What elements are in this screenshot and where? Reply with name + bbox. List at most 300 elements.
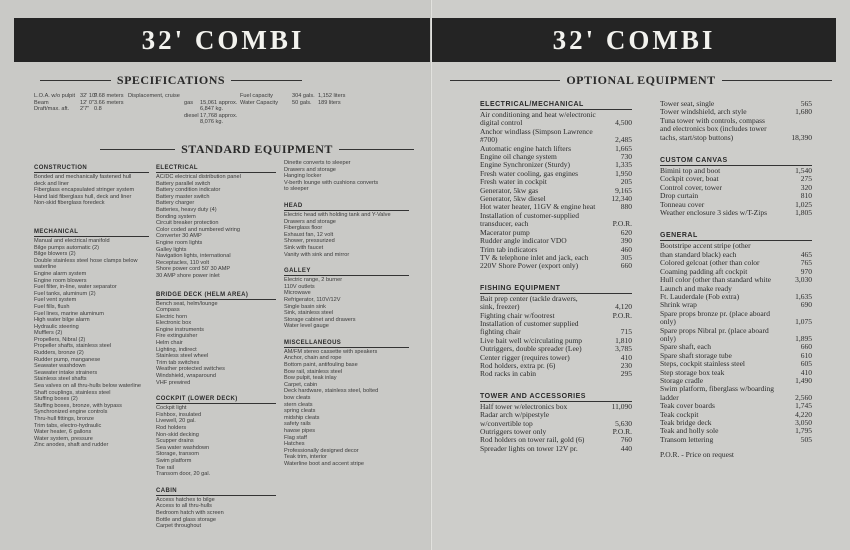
item-price: 410 xyxy=(800,367,812,377)
item-price: 715 xyxy=(620,327,632,337)
standard-item: Electric head with holding tank and Y-Valve xyxy=(284,211,391,218)
standard-item: Sea valves on all thru-hulls below waterline xyxy=(34,383,141,390)
standard-item: Engine room blowers xyxy=(34,277,87,284)
optional-block xyxy=(480,392,632,453)
spec-row xyxy=(34,106,414,113)
item-name: Tuna tower with controls, compass xyxy=(660,115,765,125)
item-name: Hull color (other than standard white xyxy=(660,275,772,285)
item-name: Anchor windlass (Simpson Lawrence xyxy=(480,126,593,136)
item-name: TV & telephone inlet and jack, each xyxy=(480,252,589,262)
item-name: Rudder angle indicator VDO xyxy=(480,236,567,246)
standard-column-2 xyxy=(156,165,276,537)
spec-cell xyxy=(34,119,80,126)
spec-row xyxy=(34,93,414,100)
item-name: w/convertible top xyxy=(480,418,533,428)
standard-item: Drawers and storage xyxy=(284,218,336,225)
standard-item: Stainless steel wheel xyxy=(156,353,209,360)
standard-item: Navigation lights, international xyxy=(156,253,231,260)
standard-item: 110V outlets xyxy=(284,283,315,290)
standard-item: Converter 30 AMP xyxy=(156,233,202,240)
standard-column-1 xyxy=(34,165,149,456)
item-name: Teak cover boards xyxy=(660,401,715,411)
item-name: Spare shaft, each xyxy=(660,342,712,352)
item-name: Outriggers, double spreader (Lee) xyxy=(480,344,582,354)
optional-column-2 xyxy=(660,100,812,459)
standard-item: Bottom paint, antifouling base xyxy=(284,362,358,369)
standard-item: Storage, transom xyxy=(156,451,199,458)
standard-item: safety rails xyxy=(284,421,311,428)
standard-item: stern cleats xyxy=(284,401,313,408)
item-name: Bait prep center (tackle drawers, xyxy=(480,293,578,303)
item-price: 810 xyxy=(800,191,812,201)
item-name: #700) xyxy=(480,135,498,145)
item-price: 1,745 xyxy=(795,401,812,411)
item-name: Installation of customer-supplied xyxy=(480,210,579,220)
standard-item: Shower, pressurized xyxy=(284,238,335,245)
standard-block xyxy=(34,165,149,207)
item-name: Coaming padding aft cockpit xyxy=(660,266,748,276)
standard-item: Trim tab switches xyxy=(156,359,200,366)
standard-item: Access to all thru-hulls xyxy=(156,503,212,510)
spec-cell xyxy=(128,119,184,126)
standard-block xyxy=(284,160,409,193)
optional-block xyxy=(660,156,812,217)
standard-heading: GALLEY xyxy=(284,268,409,276)
standard-item: Bilge pumps automatic (2) xyxy=(34,244,99,251)
item-name: 220V Shore Power (export only) xyxy=(480,261,579,271)
standard-item: Cockpit light xyxy=(156,405,187,412)
spec-cell: Fuel capacity xyxy=(240,93,273,99)
standard-block xyxy=(156,292,276,387)
spec-cell: 6,847 kg. xyxy=(200,106,224,113)
standard-item: Trim tabs, electro-hydraulic xyxy=(34,422,102,429)
item-price: 880 xyxy=(620,202,632,212)
item-name: Generator, 5kw diesel xyxy=(480,194,546,204)
spec-cell xyxy=(292,106,318,113)
item-price: P.O.R. xyxy=(612,427,632,436)
item-name: Rod holders, extra pr. (6) xyxy=(480,360,556,370)
price-row xyxy=(480,445,632,453)
standard-item: Flag staff xyxy=(284,434,307,441)
standard-item: Compass xyxy=(156,307,180,314)
standard-item: Fuel filter, in-line, water separator xyxy=(34,284,117,291)
standard-item: Engine alarm system xyxy=(34,270,87,277)
spec-cell: Draft/max. aft. xyxy=(34,106,70,113)
price-row xyxy=(660,310,812,318)
standard-item: High water bilge alarm xyxy=(34,317,90,324)
item-price: 730 xyxy=(620,152,632,162)
standard-item: bow cleats xyxy=(284,395,311,402)
standard-item: Refrigerator, 110V/12V xyxy=(284,296,341,303)
item-price: 660 xyxy=(620,261,632,271)
item-price: 465 xyxy=(800,249,812,259)
standard-item: Circuit breaker protection xyxy=(156,220,219,227)
item-name: Steps, cockpit stainless steel xyxy=(660,359,745,369)
item-price: 205 xyxy=(620,177,632,187)
spec-cell xyxy=(128,113,184,120)
page-title-right: 32' COMBI xyxy=(552,25,716,55)
spec-cell: 9.68 meters xyxy=(94,93,124,99)
title-banner-left xyxy=(14,18,432,62)
item-name: Spreader lights on tower 12V pr. xyxy=(480,443,578,453)
item-name: Rod holders on tower rail, gold (6) xyxy=(480,435,585,445)
price-row xyxy=(480,370,632,378)
standard-item: Bonding system xyxy=(156,213,196,220)
item-price: 4,500 xyxy=(615,118,632,128)
standard-item: AC/DC electrical distribution panel xyxy=(156,174,241,180)
spec-cell xyxy=(318,106,354,113)
standard-item: V-berth lounge with cushions converts xyxy=(284,179,379,186)
standard-item: to sleeper xyxy=(284,186,309,193)
standard-item: Bow rail, stainless steel xyxy=(284,368,343,375)
standard-item: Access hatches to bilge xyxy=(156,496,215,503)
item-price: 4,220 xyxy=(795,409,812,419)
item-name: only) xyxy=(660,333,676,343)
item-name: Storage cradle xyxy=(660,375,704,385)
optional-heading: CUSTOM CANVAS xyxy=(660,156,812,166)
standard-item: Anchor, chain and rope xyxy=(284,355,342,362)
standard-item: Fiberglass floor xyxy=(284,225,323,232)
standard-item: Bow pulpit, teak inlay xyxy=(284,375,337,382)
item-name: Colored gelcoat (other than color xyxy=(660,258,760,268)
item-name: Hot water heater, 11GV & engine heat xyxy=(480,202,596,212)
spec-cell: 32' 10" xyxy=(80,93,98,99)
item-name: Cockpit cover, boat xyxy=(660,174,719,184)
standard-item: Seawater intake strainers xyxy=(34,369,98,376)
standard-item: Waterline boot and accent stripe xyxy=(284,460,365,467)
item-name: Engine oil change system xyxy=(480,152,557,162)
standard-item: Fuel vent system xyxy=(34,297,77,304)
standard-heading: CONSTRUCTION xyxy=(34,165,149,173)
item-name: than standard black) each xyxy=(660,249,737,259)
item-name: Air conditioning and heat w/electronic xyxy=(480,110,596,119)
item-name: only) xyxy=(660,317,676,327)
standard-item: Water level gauge xyxy=(284,323,329,330)
spec-cell: 8,076 kg. xyxy=(200,119,224,126)
item-name: Engine Synchronizer (Sturdy) xyxy=(480,160,570,170)
spec-cell xyxy=(184,119,200,126)
standard-item: Rudder pump, manganese xyxy=(34,356,101,363)
item-price: 505 xyxy=(800,434,812,444)
optional-equipment-title: OPTIONAL EQUIPMENT xyxy=(560,73,721,87)
standard-item: Fuel tanks, aluminum (2) xyxy=(34,290,96,297)
item-name: Fighting chair w/footrest xyxy=(480,310,555,320)
price-row xyxy=(480,262,632,270)
item-price: 1,335 xyxy=(615,160,632,170)
item-price: 1,805 xyxy=(795,208,812,218)
spec-row xyxy=(34,119,414,126)
price-row xyxy=(660,385,812,393)
spec-cell: 15,061 approx. xyxy=(200,99,238,106)
spec-cell xyxy=(80,119,94,126)
spec-cell: L.O.A. w/o pulpit xyxy=(34,93,76,99)
spec-cell xyxy=(94,113,128,120)
standard-item: Fiberglass encapsulated stringer system xyxy=(34,187,135,194)
standard-item: Rudders, bronze (2) xyxy=(34,350,84,357)
standard-item: Color coded and numbered wiring xyxy=(156,226,240,233)
standard-item: Fuel fills, flush xyxy=(34,303,70,310)
price-note: P.O.R. - Price on request xyxy=(660,450,734,460)
standard-item: Professionally designed decor xyxy=(284,447,359,454)
item-price: 5,630 xyxy=(615,418,632,428)
item-name: Half tower w/electronics box xyxy=(480,401,568,411)
standard-item: Hand laid fiberglass hull, deck and liner xyxy=(34,193,132,200)
optional-equipment-heading xyxy=(450,73,832,87)
spec-cell: Water Capacity xyxy=(240,99,279,106)
standard-item: Electronic box xyxy=(156,320,192,327)
standard-item: Carpet, cabin xyxy=(284,381,318,388)
standard-item: Thru-hull fittings, bronze xyxy=(34,416,95,422)
standard-item: Sink, stainless steel xyxy=(284,310,334,317)
spec-cell xyxy=(292,113,318,120)
item-price: 760 xyxy=(620,435,632,445)
item-name: Shrink wrap xyxy=(660,300,697,310)
standard-block xyxy=(284,268,409,330)
standard-item: Zinc anodes, shaft and rudder xyxy=(34,442,109,449)
spec-cell xyxy=(128,100,184,107)
item-price: 295 xyxy=(620,369,632,379)
spec-cell xyxy=(128,106,184,113)
title-banner-right xyxy=(432,18,836,62)
item-price: 410 xyxy=(620,352,632,362)
standard-item: Teak trim, interior xyxy=(284,454,327,461)
standard-item: Weather protected switches xyxy=(156,366,225,373)
item-name: Spare props Nibral pr. (place aboard xyxy=(660,325,769,335)
item-price: 18,390 xyxy=(791,132,812,142)
spec-row xyxy=(34,100,414,107)
spec-cell xyxy=(240,106,292,113)
item-price: 1,795 xyxy=(795,426,812,436)
item-price: 610 xyxy=(800,350,812,360)
standard-heading: CABIN xyxy=(156,488,276,496)
optional-heading: ELECTRICAL/MECHANICAL xyxy=(480,100,632,110)
standard-item: deck and liner xyxy=(34,180,69,187)
standard-item: Toe rail xyxy=(156,464,175,471)
item-name: Teak cockpit xyxy=(660,409,699,419)
item-name: fighting chair xyxy=(480,327,521,337)
standard-item: Seawater washdown xyxy=(34,363,86,370)
optional-heading: FISHING EQUIPMENT xyxy=(480,284,632,294)
standard-item: Livewell, 20 gal. xyxy=(156,418,196,425)
item-name: Control cover, tower xyxy=(660,182,722,192)
standard-heading: ELECTRICAL xyxy=(156,165,276,173)
spec-cell: 50 gals. xyxy=(292,99,312,106)
item-price: 9,165 xyxy=(615,185,632,195)
standard-item: Battery charger xyxy=(156,200,195,207)
item-name: Step storage box teak xyxy=(660,367,725,377)
standard-item: waterline xyxy=(34,264,57,271)
standard-item: spring cleats xyxy=(284,408,316,415)
standard-item: Water system, pressure xyxy=(34,435,93,442)
item-price: 1,895 xyxy=(795,333,812,343)
item-name: Radar arch w/pipestyle xyxy=(480,410,550,420)
optional-block xyxy=(480,284,632,379)
standard-item: Water heater, 6 gallons xyxy=(34,429,92,436)
standard-item: 30 AMP shore power inlet xyxy=(156,272,220,279)
item-price: 765 xyxy=(800,258,812,268)
spec-cell: 12' 0" xyxy=(80,99,94,106)
item-price: 440 xyxy=(620,443,632,453)
item-name: Fresh water in cockpit xyxy=(480,177,547,187)
standard-item: Stuffing boxes (2) xyxy=(34,396,78,403)
page-title-left: 32' COMBI xyxy=(141,25,305,55)
standard-item: Exhaust fan, 12 volt xyxy=(284,231,334,238)
item-name: transducer, each xyxy=(480,219,529,229)
standard-item: Helm chair xyxy=(156,340,183,347)
spec-cell: Displacement, cruise xyxy=(128,93,180,99)
item-name: Center rigger (requires tower) xyxy=(480,352,570,362)
item-name: Tonneau cover xyxy=(660,199,705,209)
spec-cell xyxy=(80,113,94,120)
standard-item: Lighting, indirect xyxy=(156,346,197,353)
item-price: 1,025 xyxy=(795,199,812,209)
spec-cell xyxy=(318,113,354,120)
item-name: Bimini top and boot xyxy=(660,166,721,176)
item-price: 3,030 xyxy=(795,275,812,285)
item-price: 3,785 xyxy=(615,344,632,354)
optional-block xyxy=(660,231,812,444)
standard-item: Fishbox, insulated xyxy=(156,411,202,418)
standard-item: Synchronized engine controls xyxy=(34,409,108,416)
item-price: 4,120 xyxy=(615,302,632,312)
item-name: ladder xyxy=(660,392,679,402)
item-name: Launch and make ready xyxy=(660,283,732,293)
price-row xyxy=(480,128,632,136)
item-price: 970 xyxy=(800,266,812,276)
standard-item: Non-skid fiberglass foredeck xyxy=(34,200,105,207)
item-price: 275 xyxy=(800,174,812,184)
item-name: Generator, 5kw gas xyxy=(480,185,539,195)
item-price: 1,075 xyxy=(795,317,812,327)
item-price: P.O.R. xyxy=(612,219,632,229)
standard-item: Hanging locker xyxy=(284,173,322,180)
optional-column-1 xyxy=(480,100,632,453)
standard-item: Bottle and glass storage xyxy=(156,516,217,523)
standard-item: Sink with faucet xyxy=(284,244,324,251)
item-price: 2,560 xyxy=(795,392,812,402)
standard-item: Galley lights xyxy=(156,246,187,253)
item-price: P.O.R. xyxy=(612,310,632,320)
standard-item: Drawers and storage xyxy=(284,166,336,173)
standard-item: Propellers, Nibral (2) xyxy=(34,336,86,343)
item-name: sink, freezer) xyxy=(480,302,520,312)
standard-heading: MECHANICAL xyxy=(34,229,149,237)
standard-item: Shaft couplings, stainless steel xyxy=(34,389,111,396)
standard-block xyxy=(284,203,409,258)
standard-item: Bench seat, helm/lounge xyxy=(156,300,218,307)
standard-item: Rod holders xyxy=(156,425,187,431)
price-row xyxy=(660,134,812,142)
standard-item: Electric horn xyxy=(156,313,188,320)
item-price: 1,665 xyxy=(615,143,632,153)
item-price: 12,340 xyxy=(611,194,632,204)
item-price: 565 xyxy=(800,99,812,108)
item-price: 1,540 xyxy=(795,166,812,176)
spec-cell: diesel xyxy=(184,112,199,119)
standard-item: Fire extinguisher xyxy=(156,333,198,340)
standard-item: Hydraulic steering xyxy=(34,323,79,330)
standard-item: Deck hardware, stainless steel, bolted xyxy=(284,388,379,395)
standard-item: Propeller shafts, stainless steel xyxy=(34,343,112,350)
standard-item: Engine instruments xyxy=(156,326,204,333)
spec-cell xyxy=(184,106,200,113)
standard-item: Shore power cord 50' 30 AMP xyxy=(156,266,231,273)
standard-block xyxy=(284,340,409,468)
standard-item: Bedroom hatch with screen xyxy=(156,509,224,516)
spec-cell xyxy=(34,113,80,120)
optional-block xyxy=(480,100,632,271)
item-name: Weather enclosure 3 sides w/T-Zips xyxy=(660,208,768,218)
standard-column-3 xyxy=(284,160,409,475)
item-name: Transom lettering xyxy=(660,434,714,444)
standard-heading: HEAD xyxy=(284,203,409,211)
item-name: Tower windshield, arch style xyxy=(660,107,747,117)
standard-item: Engine room lights xyxy=(156,239,203,246)
item-name: tachs, start/stop buttons) xyxy=(660,132,734,142)
standard-item: Receptacles, 110 volt xyxy=(156,259,210,266)
item-price: 1,635 xyxy=(795,291,812,301)
standard-item: Transom door, 20 gal. xyxy=(156,471,211,478)
spec-cell xyxy=(200,93,240,100)
item-name: digital control xyxy=(480,118,523,128)
spec-cell: gas xyxy=(184,99,194,106)
item-price: 320 xyxy=(800,182,812,192)
spec-cell: 2'7" xyxy=(80,106,90,113)
price-row xyxy=(660,209,812,217)
item-price xyxy=(808,117,812,125)
standard-item: Manual and electrical manifold xyxy=(34,237,110,244)
item-price: 460 xyxy=(620,244,632,254)
spec-cell: 17,768 approx. xyxy=(200,112,238,119)
spec-cell xyxy=(240,119,292,126)
standard-item: Batteries, heavy duty (4) xyxy=(156,206,217,213)
item-name: Live bait well w/circulating pump xyxy=(480,335,583,345)
standard-item: Stainless steel shafts xyxy=(34,376,87,383)
standard-item: midship cleats xyxy=(284,414,320,421)
spec-cell: 1,152 liters xyxy=(318,93,346,99)
standard-item: Bonded and mechanically fastened hull xyxy=(34,174,132,180)
standard-item: Scupper drains xyxy=(156,438,194,445)
item-name: Teak and holly sole xyxy=(660,426,719,436)
standard-item: hawse pipes xyxy=(284,428,316,434)
standard-item: Battery condition indicator xyxy=(156,187,221,194)
optional-block xyxy=(660,100,812,142)
spec-cell: 0.8 xyxy=(94,106,102,113)
item-price: 690 xyxy=(800,300,812,310)
item-price: 660 xyxy=(800,342,812,352)
spec-cell: 189 liters xyxy=(318,99,341,106)
standard-item: Storage cabinet and drawers xyxy=(284,316,356,323)
item-price: 390 xyxy=(620,236,632,246)
standard-block xyxy=(156,165,276,280)
price-row xyxy=(660,436,812,444)
spec-cell xyxy=(318,119,354,126)
item-price: 230 xyxy=(620,360,632,370)
item-price: 1,950 xyxy=(615,168,632,178)
item-name: Installation of customer supplied xyxy=(480,318,579,328)
optional-heading: TOWER AND ACCESSORIES xyxy=(480,392,632,402)
item-price: 3,050 xyxy=(795,418,812,427)
standard-item: Hatches xyxy=(284,441,305,448)
spec-cell xyxy=(240,113,292,120)
item-name: Tower seat, single xyxy=(660,99,715,108)
spec-cell: 304 gals. xyxy=(292,93,315,99)
item-price: 1,680 xyxy=(795,107,812,117)
spec-cell: 3.66 meters xyxy=(94,99,124,106)
item-name: Trim tab indicators xyxy=(480,244,538,254)
standard-block xyxy=(34,229,149,449)
item-name: Spare props bronze pr. (place aboard xyxy=(660,308,770,318)
